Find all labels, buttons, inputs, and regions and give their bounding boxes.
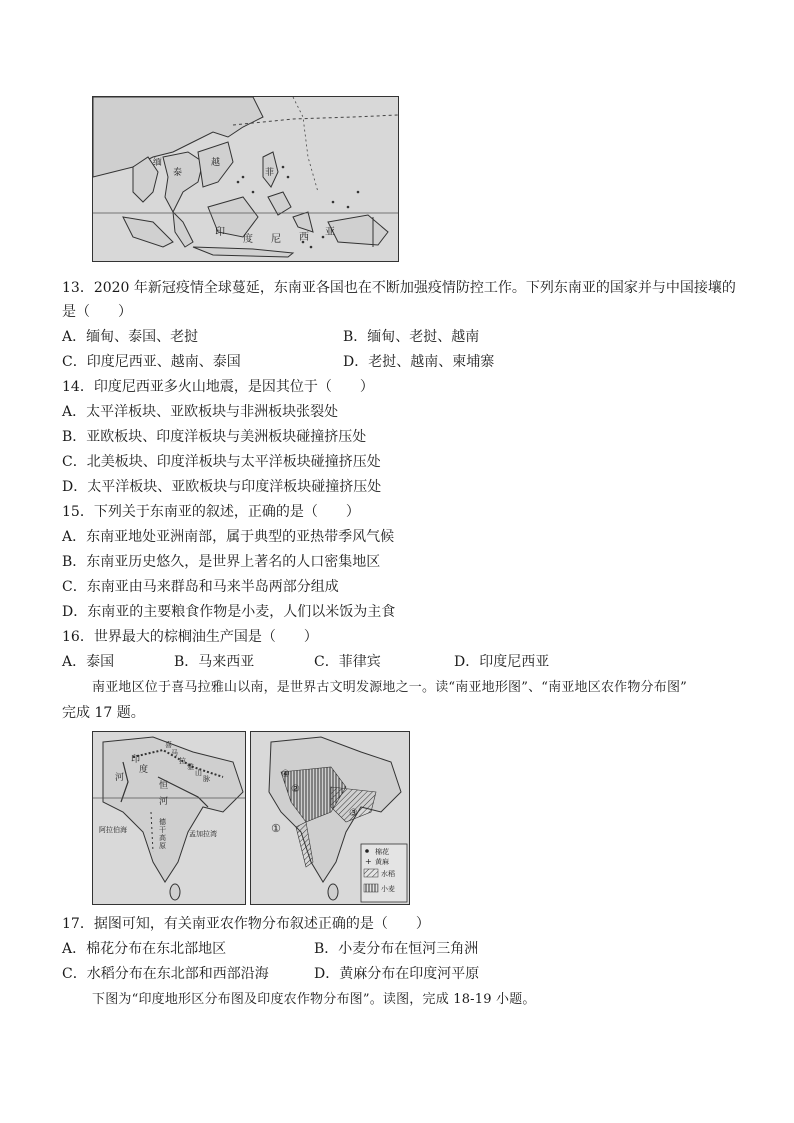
q14-option-c: C．北美板块、印度洋板块与太平洋板块碰撞挤压处 <box>62 454 381 470</box>
terrain-label-he1: 河 <box>115 773 125 783</box>
svg-text:+: + <box>365 857 372 866</box>
q13-option-d: D．老挝、越南、柬埔寨 <box>343 354 495 370</box>
q17-intro: 南亚地区位于喜马拉雅山以南，是世界古文明发源地之一。读“南亚地形图”、“南亚地区农作物分布图” <box>92 680 687 695</box>
q16-option-d: D．印度尼西亚 <box>454 654 550 670</box>
q13-option-c: C．印度尼西亚、越南、泰国 <box>62 354 241 370</box>
terrain-label-de: 德 <box>159 818 166 826</box>
terrain-label-la: 拉 <box>179 757 186 765</box>
q17-option-d: D．黄麻分布在印度河平原 <box>314 966 480 982</box>
terrain-label-ma: 马 <box>171 749 178 757</box>
map-label-yin: 印 <box>215 227 225 238</box>
q14-option-b: B．亚欧板块、印度洋板块与美洲板块碰撞挤压处 <box>62 429 367 445</box>
terrain-label-arabian-sea: 阿拉伯海 <box>99 826 127 834</box>
q15-stem: 15．下列关于东南亚的叙述，正确的是（ ） <box>62 504 360 520</box>
q18-intro: 下图为“印度地形区分布图及印度农作物分布图”。读图，完成 18-19 小题。 <box>92 992 536 1007</box>
crop-marker-4: ④ <box>281 769 290 780</box>
q16-option-a: A．泰国 <box>62 654 115 670</box>
map-label-yue: 越 <box>211 158 221 168</box>
crop-marker-1: ① <box>271 822 281 835</box>
terrain-label-shan: 山 <box>195 769 202 777</box>
q13-stem: 13．2020 年新冠疫情全球蔓延，东南亚各国也在不断加强疫情防控工作。下列东南亚的国家并与中国接壤的 <box>62 280 736 296</box>
legend-cotton-label: 棉花 <box>375 848 389 856</box>
map-label-ya: 亚 <box>325 227 335 238</box>
terrain-label-he2: 河 <box>159 797 169 807</box>
q16-stem: 16．世界最大的棕榈油生产国是（ ） <box>62 629 318 645</box>
terrain-label-xi: 喜 <box>165 741 172 749</box>
crop-marker-3: ③ <box>349 808 358 819</box>
terrain-label-yuan: 原 <box>159 842 166 850</box>
terrain-label-bay-of-bengal: 孟加拉湾 <box>189 830 217 838</box>
q17-option-b: B．小麦分布在恒河三角洲 <box>314 941 479 957</box>
q17-intro-cont: 完成 17 题。 <box>62 705 145 721</box>
q16-option-c: C．菲律宾 <box>314 654 381 670</box>
legend-rice-label: 水稻 <box>381 870 395 878</box>
terrain-label-du: 度 <box>139 765 149 775</box>
terrain-label-ya: 雅 <box>187 763 194 771</box>
crop-legend <box>361 844 407 902</box>
legend-wheat-label: 小麦 <box>381 885 395 893</box>
q15-option-b: B．东南亚历史悠久，是世界上著名的人口密集地区 <box>62 554 381 570</box>
q16-option-b: B．马来西亚 <box>174 654 255 670</box>
south-asia-crop-map <box>250 731 410 905</box>
terrain-label-heng: 恒 <box>159 781 169 791</box>
q15-option-c: C．东南亚由马来群岛和马来半岛两部分组成 <box>62 579 339 595</box>
terrain-label-gao: 高 <box>159 834 166 842</box>
q17-stem: 17．据图可知，有关南亚农作物分布叙述正确的是（ ） <box>62 916 430 932</box>
map-label-du: 度 <box>243 234 253 245</box>
q14-stem: 14．印度尼西亚多火山地震，是因其位于（ ） <box>62 379 374 395</box>
map-label-xi: 西 <box>299 232 309 243</box>
terrain-label-mai: 脉 <box>203 775 210 783</box>
map-label-ni: 尼 <box>271 234 281 245</box>
southeast-asia-map <box>92 96 399 262</box>
q17-option-c: C．水稻分布在东北部和西部沿海 <box>62 966 269 982</box>
q15-option-a: A．东南亚地处亚洲南部，属于典型的亚热带季风气候 <box>62 529 395 545</box>
q13-option-b: B．缅甸、老挝、越南 <box>343 329 480 345</box>
map-label-mian: 缅 <box>153 158 163 168</box>
map-label-fei: 菲 <box>265 168 275 178</box>
q13-option-a: A．缅甸、泰国、老挝 <box>62 329 199 345</box>
q17-option-a: A．棉花分布在东北部地区 <box>62 941 227 957</box>
q14-option-d: D．太平洋板块、亚欧板块与印度洋板块碰撞挤压处 <box>62 479 382 495</box>
south-asia-terrain-map <box>92 731 246 905</box>
q15-option-d: D．东南亚的主要粮食作物是小麦，人们以米饭为主食 <box>62 604 396 620</box>
legend-jute-label: 黄麻 <box>375 858 389 866</box>
crop-marker-2: ② <box>291 784 300 795</box>
terrain-label-yin: 印 <box>131 755 141 765</box>
q13-stem-cont: 是（ ） <box>62 304 132 320</box>
map-label-tai: 泰 <box>173 168 183 178</box>
q14-option-a: A．太平洋板块、亚欧板块与非洲板块张裂处 <box>62 404 339 420</box>
terrain-label-gan: 干 <box>159 826 166 834</box>
